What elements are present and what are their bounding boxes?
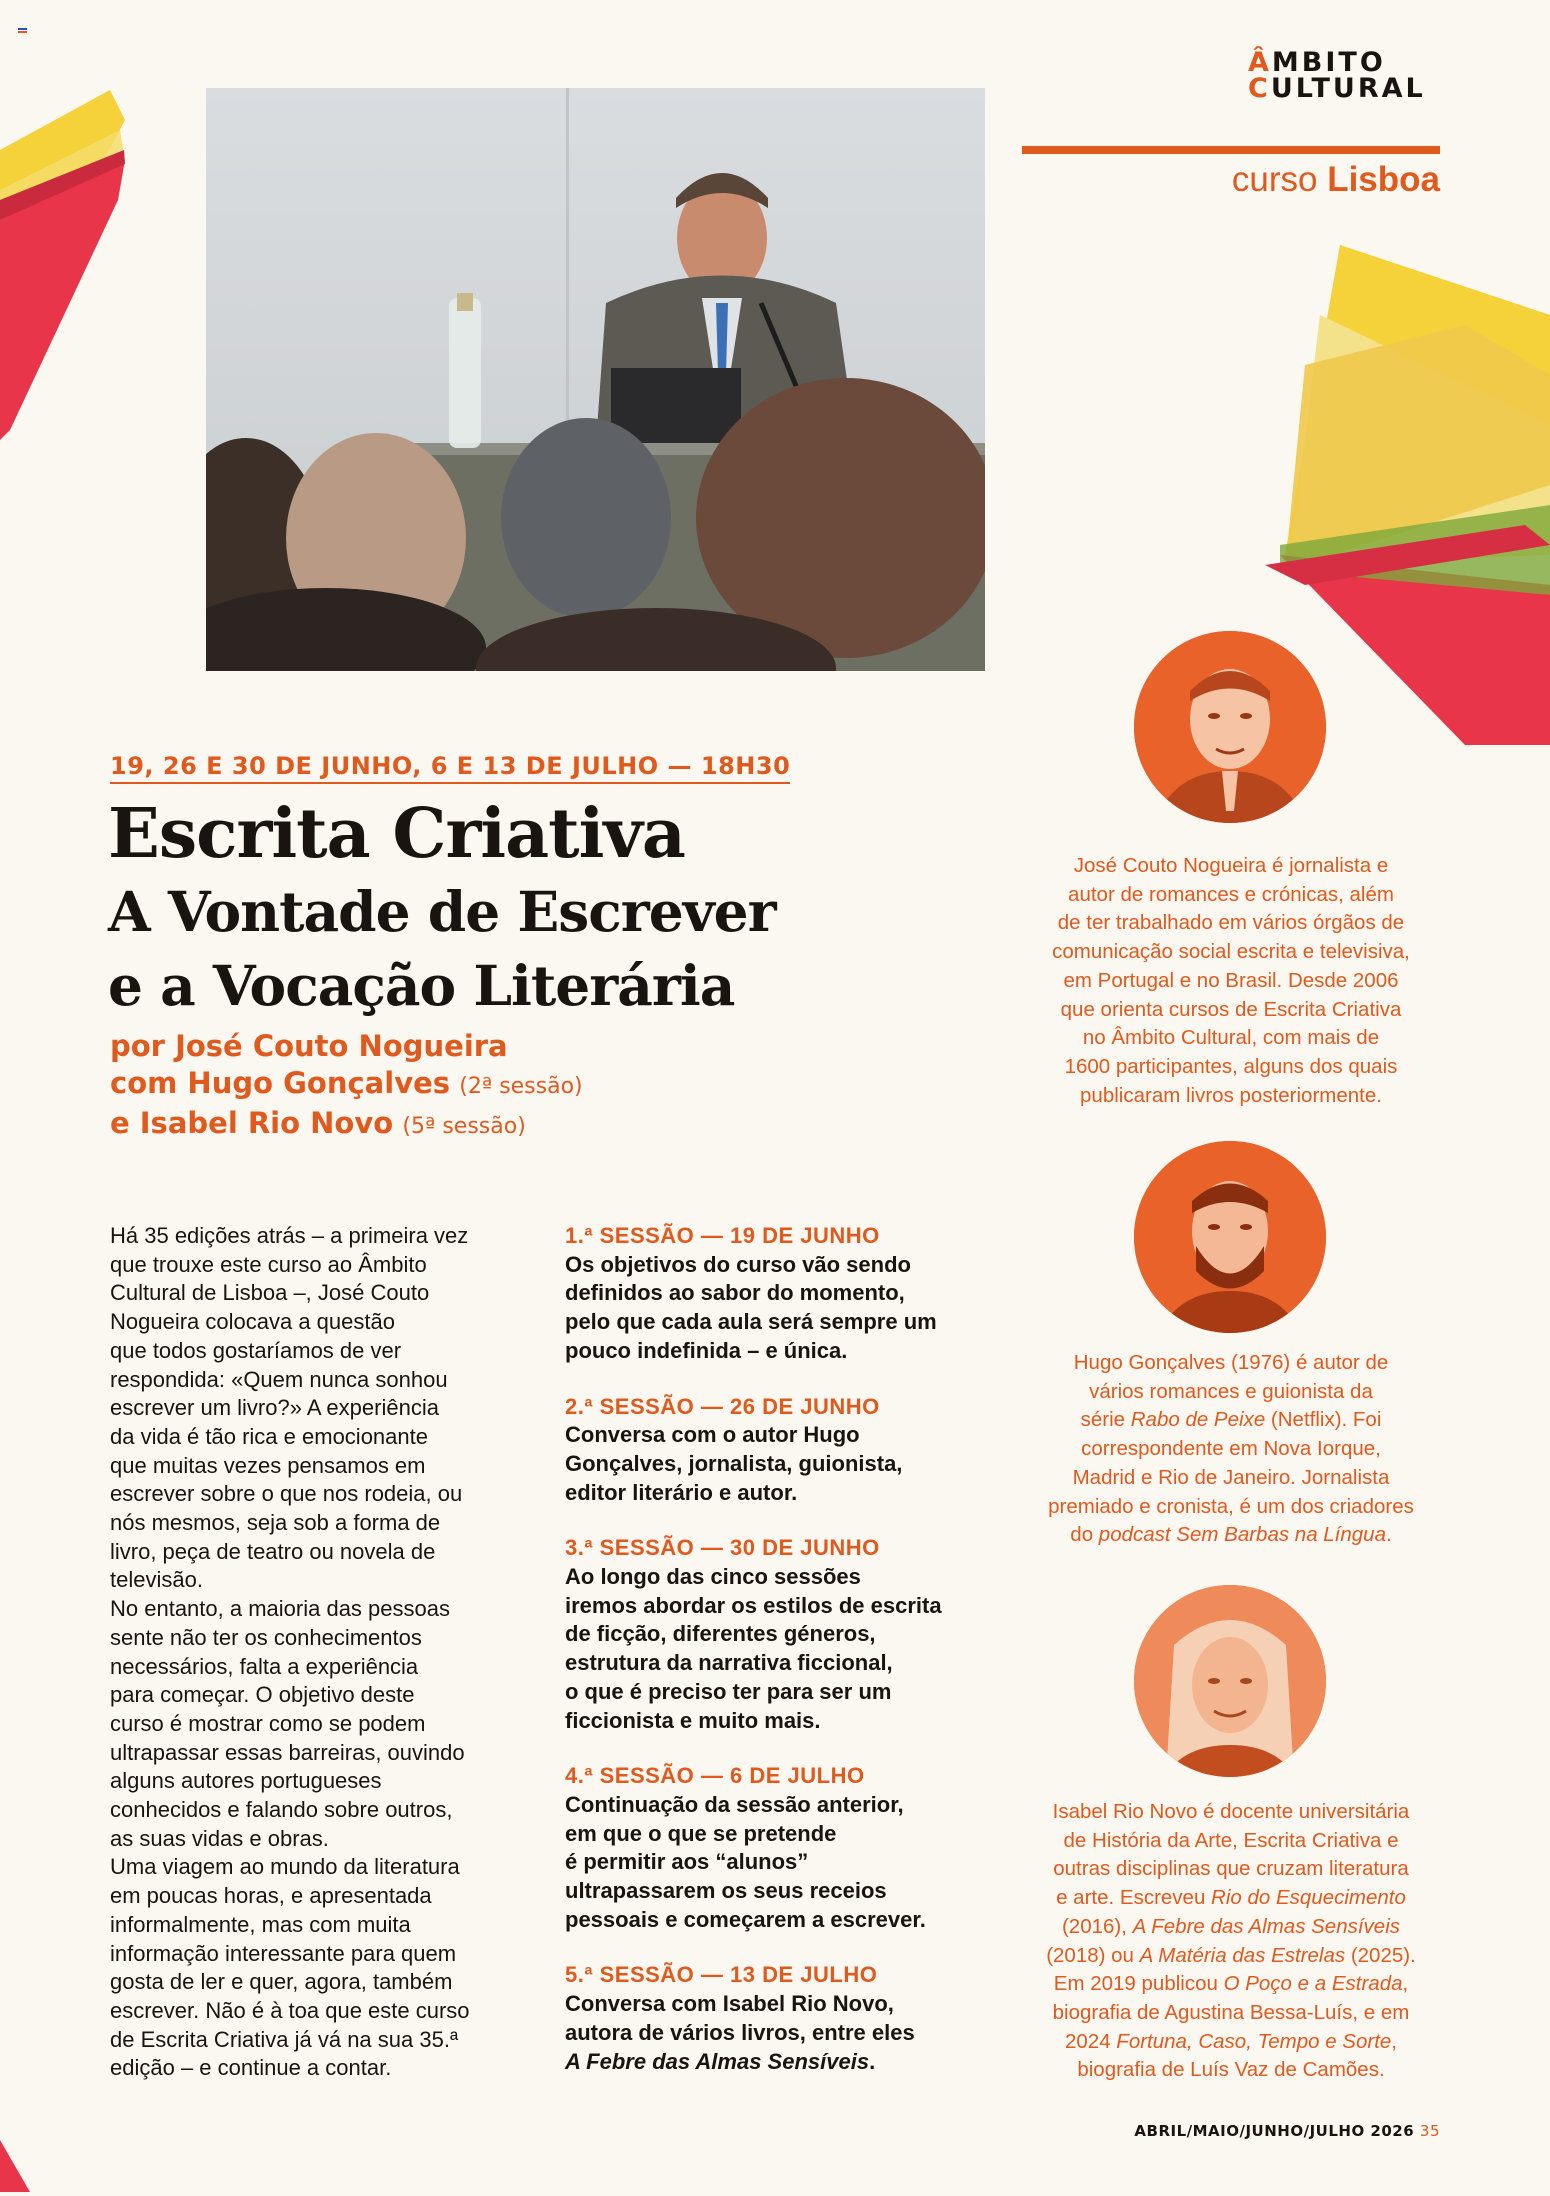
session-line: iremos abordar os estilos de escrita <box>565 1592 942 1618</box>
body-line: escrever sobre o que nos rodeia, ou <box>110 1481 463 1507</box>
session-heading: 1.ª SESSÃO — 19 DE JUNHO <box>565 1223 880 1248</box>
body-line: as suas vidas e obras. <box>110 1825 329 1851</box>
session-line: Continuação da sessão anterior, <box>565 1791 904 1817</box>
body-line: Nogueira colocava a questão <box>110 1309 395 1335</box>
session-line: ficcionista e muito mais. <box>565 1707 821 1733</box>
bio-hugo-goncalves: Hugo Gonçalves (1976) é autor de vários romances e guionista da série Rabo de Peixe (Netflix). Foi correspondente em Nova Iorque, Madrid e Rio de Janeiro. Jornalista premiado e cronista, é um dos criadores do podcast Sem Barbas na Língua. <box>1048 1351 1414 1547</box>
body-line: escrever. Não é à toa que este curso <box>110 1997 470 2023</box>
body-line: Uma viagem ao mundo da literatura <box>110 1854 460 1880</box>
session-line: definidos ao sabor do momento, <box>565 1280 905 1306</box>
session-line: Ao longo das cinco sessões <box>565 1564 861 1590</box>
bio-isabel-rio-novo: Isabel Rio Novo é docente universitária de História da Arte, Escrita Criativa e outras disciplinas que cruzam literatura e arte. Escreveu Rio do Esquecimento (2016), A Febre das Almas Sensíveis (2018) ou A Matéria das Estrelas (2025). Em 2019 publicou O Poço e a Estrada, biografia de Agustina Bessa-Luís, e em 2024 Fortuna, Caso, Tempo e Sorte, biografia de Luís Vaz de Camões. <box>1046 1800 1416 2082</box>
session-line: é permitir aos “alunos” <box>565 1849 809 1875</box>
session-heading: 4.ª SESSÃO — 6 DE JULHO <box>565 1763 865 1789</box>
lecture-photo <box>206 88 985 671</box>
course-description <box>110 1222 538 2083</box>
body-line: em poucas horas, e apresentada <box>110 1883 432 1909</box>
body-line: escrever um livro?» A experiência <box>110 1395 439 1421</box>
body-line: informação interessante para quem <box>110 1940 457 1966</box>
portrait-jose-couto-nogueira <box>1134 631 1326 823</box>
body-line: conhecidos e falando sobre outros, <box>110 1797 453 1823</box>
ambito-cultural-logo: ÂMBITO CULTURAL <box>1248 47 1426 104</box>
session-line: Conversa com Isabel Rio Novo, <box>565 1991 894 2017</box>
body-line: livro, peça de teatro ou novela de <box>110 1538 436 1564</box>
body-line: para começar. O objetivo deste <box>110 1682 415 1708</box>
book-illustration-right <box>1265 225 1550 745</box>
session-line: em que o que se pretende <box>565 1820 837 1846</box>
body-line: televisão. <box>110 1567 203 1593</box>
session-heading: 3.ª SESSÃO — 30 DE JUNHO <box>565 1535 880 1561</box>
body-line: respondida: «Quem nunca sonhou <box>110 1366 448 1392</box>
body-line: de Escrita Criativa já vá na sua 35.ª <box>110 2026 459 2052</box>
body-line: necessários, falta a experiência <box>110 1653 419 1679</box>
session-1 <box>565 1222 995 1366</box>
page-footer <box>1134 2122 1440 2140</box>
session-line: pessoais e começarem a escrever. <box>565 1906 926 1932</box>
session-heading: 5.ª SESSÃO — 13 DE JULHO <box>565 1962 878 1988</box>
body-line: sente não ter os conhecimentos <box>110 1624 422 1650</box>
session-2 <box>565 1393 995 1508</box>
session-line: estrutura da narrativa ficcional, <box>565 1650 893 1676</box>
body-line: Há 35 edições atrás – a primeira vez <box>110 1223 469 1248</box>
session-line: autora de vários livros, entre eles <box>565 2019 915 2045</box>
session-heading: 2.ª SESSÃO — 26 DE JUNHO <box>565 1393 880 1419</box>
body-line: alguns autores portugueses <box>110 1768 382 1794</box>
issue-label: ABRIL/MAIO/JUNHO/JULHO 2026 <box>1134 2122 1415 2140</box>
event-date: 19, 26 E 30 DE JUNHO, 6 E 13 DE JULHO — 18H30 <box>110 752 790 784</box>
body-line: que todos gostaríamos de ver <box>110 1337 402 1363</box>
header-rule <box>1022 146 1440 154</box>
session-line: o que é preciso ter para ser um <box>565 1678 892 1704</box>
corner-mark <box>18 18 27 23</box>
body-line: que muitas vezes pensamos em <box>110 1452 426 1478</box>
body-line: informalmente, mas com muita <box>110 1911 411 1937</box>
portrait-hugo-goncalves <box>1134 1141 1326 1333</box>
body-line: que trouxe este curso ao Âmbito <box>110 1251 427 1277</box>
session-line: editor literário e autor. <box>565 1479 798 1505</box>
body-line: da vida é tão rica e emocionante <box>110 1423 428 1449</box>
bio-jose-couto-nogueira: José Couto Nogueira é jornalista e autor de romances e crónicas, além de ter trabalhado em vários órgãos de comunicação social escrita e televisiva, em Portugal e no Brasil. Desde 2006 que orienta cursos de Escrita Criativa no Âmbito Cultural, com mais de 1600 participantes, alguns dos quais publicaram livros posteriormente. <box>1052 854 1410 1107</box>
session-line: pelo que cada aula será sempre um <box>565 1309 937 1335</box>
session-5 <box>565 1961 995 2076</box>
session-line: de ficção, diferentes géneros, <box>565 1621 876 1647</box>
session-3 <box>565 1534 995 1735</box>
book-illustration-left <box>0 80 130 440</box>
body-line: No entanto, a maioria das pessoas <box>110 1596 450 1622</box>
session-line: A Febre das Almas Sensíveis. <box>565 2048 876 2074</box>
session-line: pouco indefinida – e única. <box>565 1337 848 1363</box>
session-line: Conversa com o autor Hugo <box>565 1422 860 1448</box>
portrait-isabel-rio-novo <box>1134 1585 1326 1777</box>
body-line: nós mesmos, seja sob a forma de <box>110 1510 441 1536</box>
body-line: edição – e continue a contar. <box>110 2055 392 2081</box>
session-line: ultrapassarem os seus receios <box>565 1878 887 1904</box>
course-title: Escrita Criativa <box>108 794 685 874</box>
session-line: Gonçalves, jornalista, guionista, <box>565 1450 903 1476</box>
body-line: Cultural de Lisboa –, José Couto <box>110 1280 430 1306</box>
session-list <box>565 1222 995 2103</box>
page-number: 35 <box>1419 2122 1440 2140</box>
course-tag: curso Lisboa <box>1231 160 1440 199</box>
book-illustration-left-bottom <box>0 2120 40 2192</box>
session-4 <box>565 1762 995 1934</box>
body-line: curso é mostrar como se podem <box>110 1710 426 1736</box>
body-line: gosta de ler e quer, agora, também <box>110 1969 453 1995</box>
body-line: ultrapassar essas barreiras, ouvindo <box>110 1739 465 1765</box>
session-line: Os objetivos do curso vão sendo <box>565 1251 911 1277</box>
course-subtitle: A Vontade de Escrever e a Vocação Literária <box>108 879 776 1018</box>
course-credits: por José Couto Nogueira com Hugo Gonçalves (2ª sessão) e Isabel Rio Novo (5ª sessão) <box>110 1029 583 1140</box>
